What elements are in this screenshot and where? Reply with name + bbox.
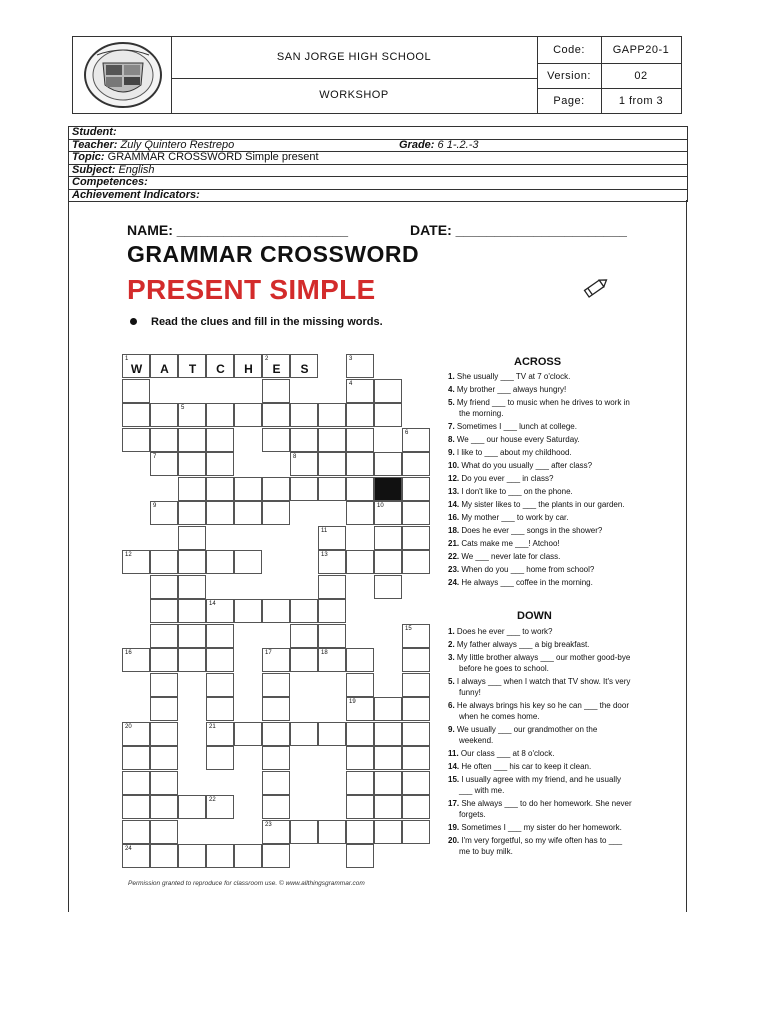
page-value: 1 from 3 <box>618 95 664 107</box>
crossword-cell[interactable] <box>234 844 262 868</box>
clue-number: 23 <box>265 821 272 828</box>
crossword-cell[interactable] <box>150 624 178 648</box>
date-field: DATE: ______________________ <box>410 222 627 238</box>
filled-letter: H <box>244 362 254 376</box>
crossword-cell[interactable] <box>206 599 234 623</box>
crossword-cell[interactable] <box>122 795 150 819</box>
across-clue: 7. Sometimes I ___ lunch at college. <box>448 422 577 431</box>
crossword-cell[interactable] <box>318 403 346 427</box>
crossword-cell[interactable] <box>178 403 206 427</box>
crossword-cell[interactable] <box>150 354 178 378</box>
crossword-cell[interactable] <box>150 795 178 819</box>
across-clue: 5. My friend ___ to music when he drives to work in the morning. <box>448 398 630 418</box>
clue-number: 21 <box>209 723 216 730</box>
crossword-cell[interactable] <box>318 428 346 452</box>
crossword-cell[interactable] <box>206 648 234 672</box>
crossword-cell[interactable] <box>150 550 178 574</box>
crossword-cell[interactable] <box>290 820 318 844</box>
crossword-cell[interactable] <box>402 648 430 672</box>
crossword-cell[interactable] <box>206 746 234 770</box>
crossword-cell[interactable] <box>178 575 206 599</box>
across-clue: 1. She usually ___ TV at 7 o'clock. <box>448 372 571 381</box>
crossword-cell[interactable] <box>178 624 206 648</box>
crossword-cell[interactable] <box>234 501 262 525</box>
crossword-cell[interactable] <box>346 673 374 697</box>
crossword-cell[interactable] <box>206 697 234 721</box>
crossword-cell[interactable] <box>374 697 402 721</box>
subject-row: Subject: English <box>69 165 687 178</box>
crossword-cell[interactable] <box>150 452 178 476</box>
crossword-cell[interactable] <box>318 575 346 599</box>
crossword-cell[interactable] <box>318 820 346 844</box>
crossword-cell[interactable] <box>206 722 234 746</box>
clue-number: 10 <box>377 503 384 509</box>
crossword-cell[interactable] <box>374 771 402 795</box>
grade-value: 6 1-.2.-3 <box>437 138 479 151</box>
crossword-cell[interactable] <box>150 673 178 697</box>
crossword-cell[interactable] <box>402 795 430 819</box>
clue-number: 7 <box>153 454 157 460</box>
crossword-cell[interactable] <box>290 599 318 623</box>
crossword-cell[interactable] <box>318 624 346 648</box>
down-clue: 17. She always ___ to do her homework. She never forgets. <box>448 799 632 819</box>
crossword-cell[interactable] <box>206 501 234 525</box>
crossword-cell[interactable] <box>346 746 374 770</box>
crossword-cell[interactable] <box>122 722 150 746</box>
clue-number: 20 <box>125 723 132 730</box>
crossword-cell[interactable] <box>178 452 206 476</box>
crossword-cell[interactable] <box>290 403 318 427</box>
version-label: Version: <box>547 70 591 82</box>
crossword-cell[interactable] <box>374 379 402 403</box>
across-clue: 21. Cats make me ___! Atchoo! <box>448 539 560 548</box>
filled-letter: C <box>216 362 226 376</box>
crossword-grid <box>122 354 432 866</box>
crossword-cell[interactable] <box>290 354 318 378</box>
clue-number: 12 <box>125 552 132 558</box>
topic-value: GRAMMAR CROSSWORD Simple present <box>107 151 319 163</box>
grade-label: Grade: <box>399 138 435 151</box>
crossword-cell[interactable] <box>290 477 318 501</box>
crossword-cell[interactable] <box>402 722 430 746</box>
crossword-cell[interactable] <box>122 648 150 672</box>
filled-letter: S <box>300 362 310 376</box>
crossword-cell[interactable] <box>178 844 206 868</box>
crossword-cell[interactable] <box>178 526 206 550</box>
crossword-cell[interactable] <box>262 599 290 623</box>
crossword-cell[interactable] <box>262 428 290 452</box>
crossword-cell[interactable] <box>346 795 374 819</box>
crossword-cell[interactable] <box>402 477 430 501</box>
crossword-cell[interactable] <box>206 477 234 501</box>
worksheet-subtitle: PRESENT SIMPLE <box>127 274 376 305</box>
student-row: Student: <box>69 127 687 140</box>
crossword-cell[interactable] <box>346 771 374 795</box>
crossword-cell[interactable] <box>150 746 178 770</box>
across-clue: 10. What do you usually ___ after class? <box>448 461 593 470</box>
crossword-cell[interactable] <box>262 477 290 501</box>
crossword-cell[interactable] <box>122 771 150 795</box>
down-clue: 5. I always ___ when I watch that TV show. It's very funny! <box>448 677 631 697</box>
crossword-cell[interactable] <box>262 844 290 868</box>
crossword-cell[interactable] <box>206 624 234 648</box>
crossword-cell[interactable] <box>374 452 402 476</box>
crossword-cell[interactable] <box>374 501 402 525</box>
clue-number: 17 <box>265 650 272 656</box>
across-clue: 8. We ___ our house every Saturday. <box>448 435 580 444</box>
filled-letter: E <box>272 362 282 376</box>
crossword-cell[interactable] <box>206 844 234 868</box>
crossword-cell[interactable] <box>318 599 346 623</box>
crossword-cell[interactable] <box>318 722 346 746</box>
crossword-cell[interactable] <box>346 844 374 868</box>
school-logo <box>77 41 169 109</box>
clue-number: 14 <box>209 601 216 607</box>
crossword-cell[interactable] <box>206 795 234 819</box>
crossword-cell[interactable] <box>206 428 234 452</box>
down-clue: 11. Our class ___ at 8 o'clock. <box>448 749 555 758</box>
crossword-cell[interactable] <box>206 452 234 476</box>
worksheet-frame-right <box>686 200 687 912</box>
crossword-cell[interactable] <box>402 501 430 525</box>
crossword-cell[interactable] <box>150 697 178 721</box>
crossword-cell[interactable] <box>122 428 150 452</box>
crossword-cell[interactable] <box>178 501 206 525</box>
down-title: DOWN <box>517 610 552 622</box>
across-clue: 22. We ___ never late for class. <box>448 552 561 561</box>
crossword-cell[interactable] <box>262 354 290 378</box>
clue-number: 4 <box>349 380 353 387</box>
crossword-cell[interactable] <box>346 354 374 378</box>
across-clue: 16. My mother ___ to work by car. <box>448 513 569 522</box>
clue-number: 19 <box>349 699 356 705</box>
across-clue: 14. My sister likes to ___ the plants in our garden. <box>448 500 625 509</box>
crossword-cell[interactable] <box>290 722 318 746</box>
crossword-cell[interactable] <box>346 501 374 525</box>
clue-number: 13 <box>321 552 328 558</box>
crossword-cell[interactable] <box>346 477 374 501</box>
crossword-cell[interactable] <box>318 477 346 501</box>
instruction-text: Read the clues and fill in the missing words. <box>151 316 383 328</box>
crossword-cell[interactable] <box>262 771 290 795</box>
crossword-cell[interactable] <box>402 428 430 452</box>
topic-row: Topic: GRAMMAR CROSSWORD Simple present <box>69 152 687 165</box>
crossword-cell[interactable] <box>290 428 318 452</box>
crossword-cell[interactable] <box>234 550 262 574</box>
crossword-cell[interactable] <box>122 550 150 574</box>
crossword-cell[interactable] <box>374 795 402 819</box>
crossword-cell[interactable] <box>150 722 178 746</box>
crossword-cell[interactable] <box>150 648 178 672</box>
permission-footer: Permission granted to reproduce for classroom use. © www.allthingsgrammar.com <box>128 880 365 887</box>
across-clue: 24. He always ___ coffee in the morning. <box>448 578 593 587</box>
filled-letter: T <box>188 362 198 376</box>
crossword-cell[interactable] <box>346 722 374 746</box>
down-clue: 2. My father always ___ a big breakfast. <box>448 640 590 649</box>
crossword-cell[interactable] <box>178 428 206 452</box>
achievement-row: Achievement Indicators: <box>72 188 200 201</box>
crossword-cell[interactable] <box>150 820 178 844</box>
crossword-cell[interactable] <box>178 477 206 501</box>
crossword-cell[interactable] <box>374 820 402 844</box>
across-clue: 4. My brother ___ always hungry! <box>448 385 567 394</box>
crossword-cell[interactable] <box>262 648 290 672</box>
crossword-cell[interactable] <box>402 624 430 648</box>
subject-value: English <box>118 163 155 176</box>
document-type: WORKSHOP <box>319 89 389 101</box>
crossword-cell[interactable] <box>234 477 262 501</box>
crossword-cell[interactable] <box>122 746 150 770</box>
clue-number: 5 <box>181 405 185 411</box>
across-clue: 9. I like to ___ about my childhood. <box>448 448 572 457</box>
crossword-cell[interactable] <box>262 673 290 697</box>
crossword-cell[interactable] <box>318 526 346 550</box>
down-clue: 20. I'm very forgetful, so my wife often has to ___ me to buy milk. <box>448 836 623 856</box>
crossword-cell[interactable] <box>150 844 178 868</box>
crossword-cell[interactable] <box>262 379 290 403</box>
crossword-cell[interactable] <box>122 379 150 403</box>
worksheet-frame-left <box>68 200 69 912</box>
down-clue: 6. He always brings his key so he can ___ the door when he comes home. <box>448 701 629 721</box>
crossword-cell[interactable] <box>178 795 206 819</box>
clue-number: 1 <box>125 356 129 362</box>
competences-row: Competences: <box>69 177 687 190</box>
down-clue: 3. My little brother always ___ our mother good-bye before he goes to school. <box>448 653 631 673</box>
crossword-cell[interactable] <box>290 624 318 648</box>
crossword-cell[interactable] <box>374 526 402 550</box>
down-clue: 19. Sometimes I ___ my sister do her homework. <box>448 823 622 832</box>
crossword-cell[interactable] <box>374 575 402 599</box>
crossword-cell[interactable] <box>346 697 374 721</box>
school-name: SAN JORGE HIGH SCHOOL <box>276 51 432 63</box>
down-clue: 1. Does he ever ___ to work? <box>448 627 553 636</box>
code-label: Code: <box>553 44 585 56</box>
crossword-black-cell <box>374 477 402 501</box>
crossword-cell[interactable] <box>262 820 290 844</box>
crossword-cell[interactable] <box>402 452 430 476</box>
across-clue: 13. I don't like to ___ on the phone. <box>448 487 573 496</box>
clue-number: 16 <box>125 650 132 656</box>
clue-number: 22 <box>209 797 216 803</box>
crossword-cell[interactable] <box>178 648 206 672</box>
down-clue: 14. He often ___ his car to keep it clean. <box>448 762 592 771</box>
crossword-cell[interactable] <box>122 844 150 868</box>
crossword-cell[interactable] <box>234 722 262 746</box>
crossword-cell[interactable] <box>262 403 290 427</box>
crossword-cell[interactable] <box>206 403 234 427</box>
clue-number: 3 <box>349 356 353 362</box>
crossword-cell[interactable] <box>262 501 290 525</box>
crossword-cell[interactable] <box>402 550 430 574</box>
crossword-cell[interactable] <box>178 354 206 378</box>
down-clue: 15. I usually agree with my friend, and he usually ___ with me. <box>448 775 621 795</box>
crossword-cell[interactable] <box>346 820 374 844</box>
clue-number: 24 <box>125 846 132 852</box>
student-info-table <box>68 126 688 202</box>
crossword-cell[interactable] <box>374 722 402 746</box>
clue-number: 6 <box>405 429 409 436</box>
crossword-cell[interactable] <box>178 599 206 623</box>
crossword-cell[interactable] <box>318 550 346 574</box>
clue-number: 2 <box>265 356 269 362</box>
crossword-cell[interactable] <box>178 550 206 574</box>
across-clue-list <box>448 371 633 590</box>
clue-number: 11 <box>321 527 328 534</box>
crossword-cell[interactable] <box>122 403 150 427</box>
crossword-cell[interactable] <box>402 746 430 770</box>
crossword-cell[interactable] <box>122 820 150 844</box>
crossword-cell[interactable] <box>374 403 402 427</box>
crossword-cell[interactable] <box>318 648 346 672</box>
bullet-icon <box>130 318 137 325</box>
crossword-cell[interactable] <box>206 673 234 697</box>
crossword-cell[interactable] <box>318 452 346 476</box>
crossword-cell[interactable] <box>290 648 318 672</box>
worksheet-title: GRAMMAR CROSSWORD <box>127 241 420 267</box>
code-value: GAPP20-1 <box>612 44 670 56</box>
crossword-cell[interactable] <box>262 697 290 721</box>
clue-number: 8 <box>293 454 297 460</box>
crossword-cell[interactable] <box>346 648 374 672</box>
crossword-cell[interactable] <box>402 526 430 550</box>
page-label: Page: <box>553 95 585 107</box>
name-field: NAME: ______________________ <box>127 222 349 238</box>
crossword-cell[interactable] <box>402 820 430 844</box>
crossword-cell[interactable] <box>150 575 178 599</box>
crossword-cell[interactable] <box>346 379 374 403</box>
down-clue: 9. We usually ___ our grandmother on the weekend. <box>448 725 598 745</box>
teacher-value: Zuly Quintero Restrepo <box>120 138 235 151</box>
crossword-cell[interactable] <box>402 673 430 697</box>
across-title: ACROSS <box>514 356 562 368</box>
filled-letter: A <box>160 362 170 376</box>
crossword-cell[interactable] <box>374 746 402 770</box>
crossword-cell[interactable] <box>346 550 374 574</box>
down-clue-list <box>448 626 633 859</box>
crossword-cell[interactable] <box>122 354 150 378</box>
crossword-cell[interactable] <box>150 771 178 795</box>
crossword-cell[interactable] <box>234 403 262 427</box>
crossword-cell[interactable] <box>150 599 178 623</box>
crossword-cell[interactable] <box>150 428 178 452</box>
crossword-cell[interactable] <box>150 403 178 427</box>
crossword-cell[interactable] <box>346 403 374 427</box>
crossword-cell[interactable] <box>402 697 430 721</box>
crossword-cell[interactable] <box>234 354 262 378</box>
filled-letter: W <box>130 362 144 376</box>
crossword-cell[interactable] <box>150 501 178 525</box>
pencil-icon <box>580 276 610 305</box>
crossword-cell[interactable] <box>206 354 234 378</box>
crossword-cell[interactable] <box>290 452 318 476</box>
clue-number: 9 <box>153 503 157 509</box>
crossword-cell[interactable] <box>346 452 374 476</box>
crossword-cell[interactable] <box>262 722 290 746</box>
document-header <box>72 36 682 114</box>
crossword-cell[interactable] <box>262 746 290 770</box>
across-clue: 23. When do you ___ home from school? <box>448 565 595 574</box>
version-value: 02 <box>634 70 648 82</box>
crossword-cell[interactable] <box>346 428 374 452</box>
crossword-cell[interactable] <box>374 550 402 574</box>
teacher-row: Teacher: Zuly Quintero Restrepo Grade: 6 1-.2.-3 <box>69 140 687 153</box>
crossword-cell[interactable] <box>234 599 262 623</box>
crossword-cell[interactable] <box>402 771 430 795</box>
clue-number: 18 <box>321 650 328 656</box>
across-clue: 18. Does he ever ___ songs in the shower? <box>448 526 603 535</box>
crossword-cell[interactable] <box>206 550 234 574</box>
crossword-cell[interactable] <box>262 795 290 819</box>
across-clue: 12. Do you ever ___ in class? <box>448 474 554 483</box>
clue-number: 15 <box>405 625 412 632</box>
